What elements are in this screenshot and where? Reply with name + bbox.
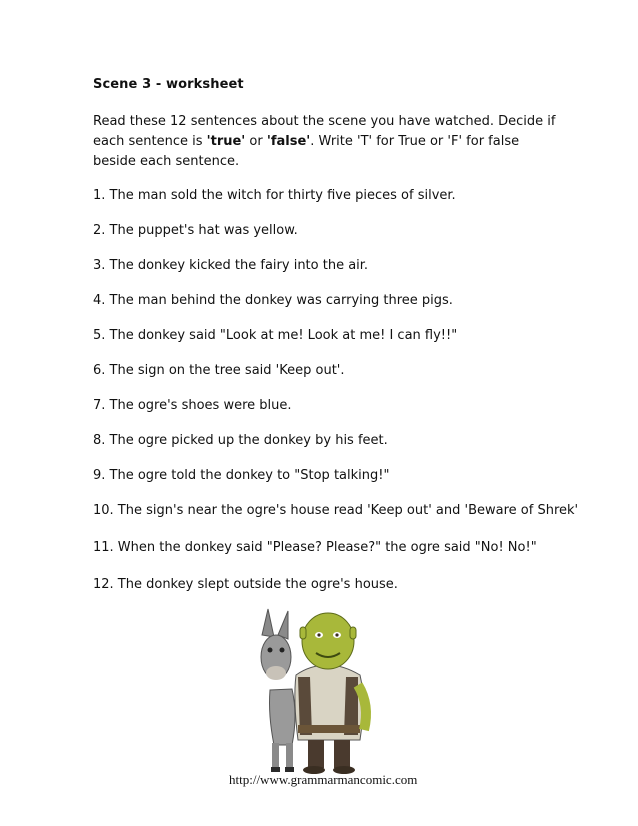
sentence-7: 7. The ogre's shoes were blue. — [93, 398, 292, 413]
false-word: 'false' — [266, 134, 311, 149]
instructions-part2: . Write 'T' for True or 'F' for false beside each sentence. — [93, 134, 520, 169]
instructions — [93, 112, 563, 172]
sentence-12: 12. The donkey slept outside the ogre's house. — [93, 577, 398, 592]
sentence-9: 9. The ogre told the donkey to "Stop talking!" — [93, 468, 390, 483]
instructions-part1: Read these 12 sentences about the scene you have watched. Decide if each sentence is — [93, 114, 556, 149]
ogre-figure — [295, 613, 366, 774]
donkey-figure — [261, 609, 295, 772]
or-word: or — [245, 134, 267, 149]
shrek-and-donkey-illustration — [248, 605, 380, 775]
sentence-2: 2. The puppet's hat was yellow. — [93, 223, 298, 238]
sentence-10: 10. The sign's near the ogre's house read 'Keep out' and 'Beware of Shrek' — [93, 503, 579, 518]
worksheet-title: Scene 3 - worksheet — [93, 77, 244, 92]
true-word: 'true' — [206, 134, 246, 149]
sentence-4: 4. The man behind the donkey was carrying three pigs. — [93, 293, 453, 308]
sentence-1: 1. The man sold the witch for thirty five pieces of silver. — [93, 188, 456, 203]
footer-url: http://www.grammarmancomic.com — [229, 772, 418, 787]
sentence-8: 8. The ogre picked up the donkey by his feet. — [93, 433, 388, 448]
sentence-5: 5. The donkey said "Look at me! Look at me! I can fly!!" — [93, 328, 458, 343]
sentence-11: 11. When the donkey said "Please? Please?" the ogre said "No! No!" — [93, 540, 537, 555]
sentence-3: 3. The donkey kicked the fairy into the air. — [93, 258, 369, 273]
sentence-6: 6. The sign on the tree said 'Keep out'. — [93, 363, 345, 378]
